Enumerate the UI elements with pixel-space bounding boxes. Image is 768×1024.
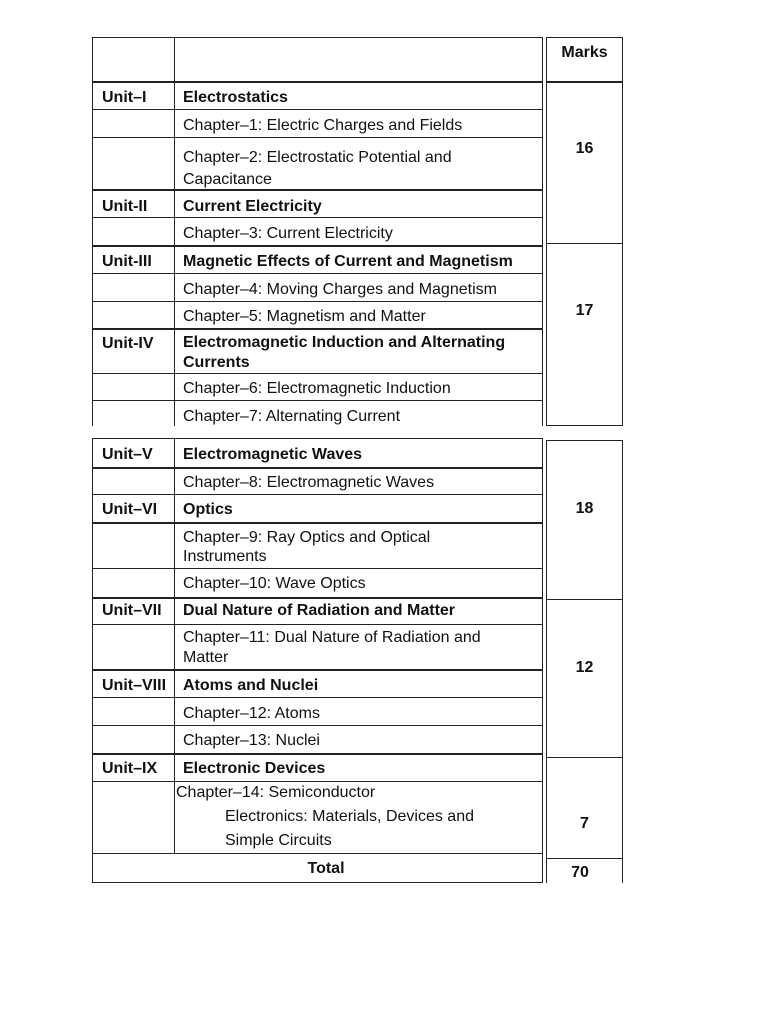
chapter-3: Chapter–3: Current Electricity <box>183 225 393 242</box>
marks-value: 17 <box>575 302 594 319</box>
unit-label: Unit–IX <box>102 760 158 777</box>
marks-value: 16 <box>575 140 594 157</box>
marks-value: 18 <box>575 500 594 517</box>
chapter-1: Chapter–1: Electric Charges and Fields <box>183 117 463 134</box>
marks-header: Marks <box>561 44 608 61</box>
chapter-10: Chapter–10: Wave Optics <box>183 575 366 592</box>
unit-title: Electrostatics <box>183 89 288 106</box>
chapter-9-line1: Chapter–9: Ray Optics and Optical <box>183 529 431 546</box>
unit-label: Unit–VI <box>102 501 158 518</box>
unit-title: Optics <box>183 501 233 518</box>
total-value: 70 <box>571 864 589 881</box>
unit-title: Current Electricity <box>183 198 322 215</box>
unit-title: Magnetic Effects of Current and Magnetism <box>183 253 513 270</box>
unit-title: Dual Nature of Radiation and Matter <box>183 602 456 619</box>
chapter-2-line2: Capacitance <box>183 171 272 188</box>
unit-label: Unit–V <box>102 446 153 463</box>
chapter-14-line3: Simple Circuits <box>225 832 332 849</box>
chapter-14-line1: Chapter–14: Semiconductor <box>176 784 376 801</box>
chapter-5: Chapter–5: Magnetism and Matter <box>183 308 426 325</box>
unit-label: Unit–VII <box>102 602 162 619</box>
unit-label: Unit–I <box>102 89 147 106</box>
unit-label: Unit-IV <box>102 335 154 352</box>
unit-label: Unit–VIII <box>102 677 167 694</box>
chapter-4: Chapter–4: Moving Charges and Magnetism <box>183 281 497 298</box>
chapter-12: Chapter–12: Atoms <box>183 705 320 722</box>
chapter-8: Chapter–8: Electromagnetic Waves <box>183 474 435 491</box>
chapter-2-line1: Chapter–2: Electrostatic Potential and <box>183 149 452 166</box>
unit-title: Atoms and Nuclei <box>183 677 319 694</box>
unit-title-line2: Currents <box>183 354 250 371</box>
marks-value: 12 <box>575 659 594 676</box>
chapter-11-line1: Chapter–11: Dual Nature of Radiation and <box>183 629 481 646</box>
chapter-7: Chapter–7: Alternating Current <box>183 408 401 425</box>
chapter-6: Chapter–6: Electromagnetic Induction <box>183 380 451 397</box>
chapter-11-line2: Matter <box>183 649 229 666</box>
unit-label: Unit-II <box>102 198 148 215</box>
marks-value: 7 <box>580 815 589 832</box>
total-label: Total <box>307 860 345 877</box>
chapter-9-line2: Instruments <box>183 548 267 565</box>
chapter-13: Chapter–13: Nuclei <box>183 732 320 749</box>
unit-title-line1: Electromagnetic Induction and Alternating <box>183 334 506 351</box>
unit-label: Unit-III <box>102 253 152 270</box>
chapter-14-line2: Electronics: Materials, Devices and <box>225 808 474 825</box>
unit-title: Electromagnetic Waves <box>183 446 363 463</box>
unit-title: Electronic Devices <box>183 760 326 777</box>
